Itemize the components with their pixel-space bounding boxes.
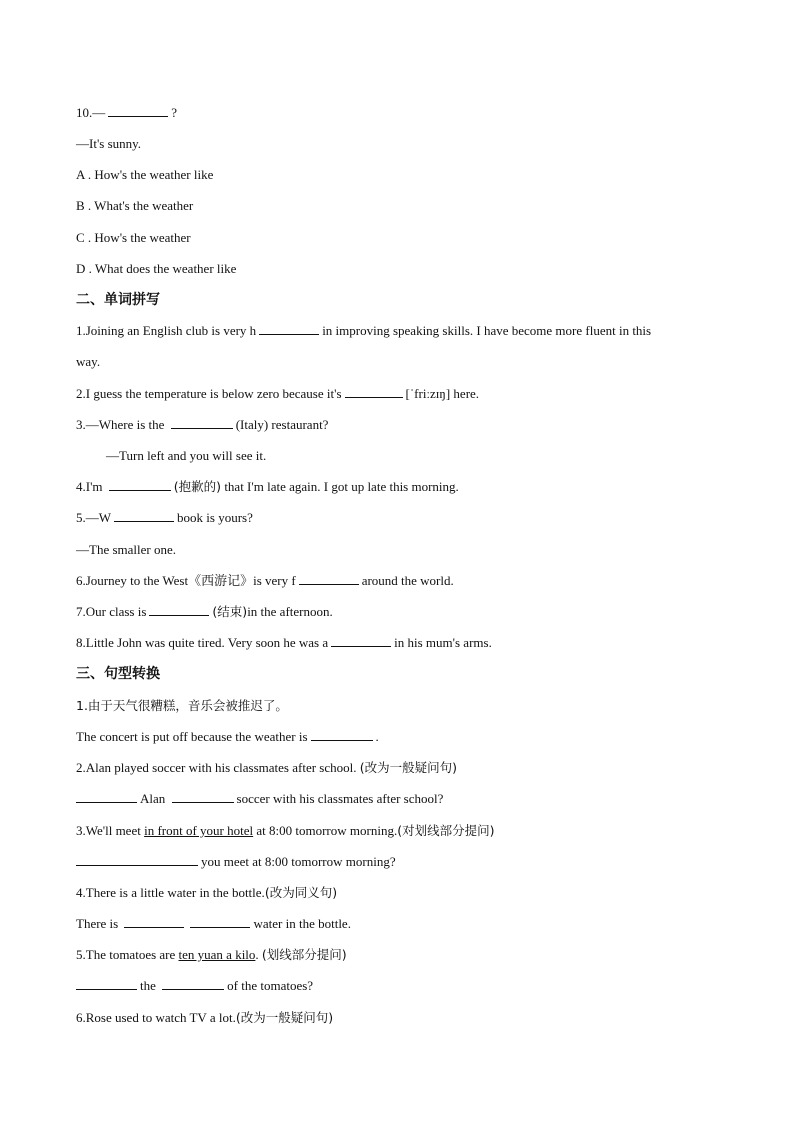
s3-item-3 [76,822,494,840]
s3-item-5-answer [76,977,313,995]
answer-blank[interactable] [259,322,319,335]
section2-title: 二、单词拼写 [76,292,160,308]
item-text: 7.Our class is [76,604,147,619]
item-text: that I'm late again. I got up late this morning. [221,479,459,494]
item-text: 5.—W [76,510,112,525]
item-text: of the tomatoes? [227,978,314,993]
q10-prefix: 10.— [76,105,106,120]
s2-item-8 [76,634,492,652]
item-text: water in the bottle. [253,916,351,931]
s2-item-5 [76,509,253,527]
item-text: 3.We'll meet [76,823,145,838]
instruction-hint: (改为同义句) [264,885,338,900]
item-text: in the afternoon. [247,604,333,619]
answer-blank[interactable] [109,478,171,491]
item-text: . [255,947,262,962]
q10-stem [76,104,177,122]
item-text: 3.—Where is the [76,417,168,432]
s3-item-2-answer [76,790,443,808]
instruction-hint: (划线部分提问) [261,947,347,962]
item-text: at 8:00 tomorrow morning. [253,823,398,838]
s3-item-6 [76,1009,333,1027]
item-text: around the world. [361,573,454,588]
item-text: 2.Alan played soccer with his classmates after school. [76,760,360,775]
answer-blank[interactable] [76,977,137,990]
item-text: 5.The tomatoes are [76,947,179,962]
underlined-phrase: ten yuan a kilo [178,947,256,962]
answer-blank[interactable] [114,509,174,522]
item-text: in his mum's arms. [394,635,492,650]
chinese-hint: (抱歉的) [173,479,222,494]
s2-item-4 [76,478,459,496]
item-text: book is yours? [177,510,253,525]
s2-item-5-reply: —The smaller one. [76,542,176,557]
instruction-hint: (对划线部分提问) [397,823,495,838]
s3-item-4-answer [76,915,351,933]
s3-item-2 [76,759,457,777]
answer-blank[interactable] [76,853,198,866]
item-text: 8.Little John was quite tired. Very soon he was a [76,635,329,650]
item-text: 2.I guess the temperature is below zero because it's [76,386,342,401]
q10-option-b[interactable]: B . What's the weather [76,198,194,213]
s2-item-3-reply: —Turn left and you will see it. [106,448,267,463]
answer-blank[interactable] [299,572,359,585]
answer-blank[interactable] [345,385,403,398]
item-text: Alan [140,791,169,806]
s3-item-3-answer [76,853,396,871]
q10-option-a[interactable]: A . How's the weather like [76,167,214,182]
answer-blank[interactable] [311,728,373,741]
item-text: 1.Joining an English club is very h [76,323,257,338]
item-text: There is [76,916,122,931]
instruction-hint: (改为一般疑问句) [359,760,458,775]
item-text: The concert is put off because the weather is [76,729,308,744]
answer-blank[interactable] [172,790,234,803]
item-text: 4.There is a little water in the bottle. [76,885,265,900]
answer-blank[interactable] [162,977,224,990]
s3-item-4 [76,884,337,902]
q10-option-c[interactable]: C . How's the weather [76,230,191,245]
s2-item-6 [76,572,454,590]
item-text: you meet at 8:00 tomorrow morning? [201,854,396,869]
s2-item-2 [76,385,479,403]
answer-blank[interactable] [76,790,137,803]
s2-item-7 [76,603,333,621]
item-text: 6.Rose used to watch TV a lot. [76,1010,236,1025]
q10-option-d[interactable]: D . What does the weather like [76,261,237,276]
section3-title: 三、句型转换 [76,666,160,682]
underlined-phrase: in front of your hotel [144,823,254,838]
answer-blank[interactable] [171,416,233,429]
item-text: in improving speaking skills. I have become more fluent in this [322,323,652,338]
s3-item-1-answer [76,728,379,746]
q10-suffix: ? [171,105,178,120]
answer-blank[interactable] [331,634,391,647]
s3-item-5 [76,946,347,964]
chinese-hint: (结束) [212,604,248,619]
q10-answer: —It's sunny. [76,136,142,151]
answer-blank[interactable] [108,104,168,117]
answer-blank[interactable] [124,915,184,928]
item-text: 6.Journey to the West《西游记》is very f [76,573,296,588]
s2-item-1 [76,322,651,340]
s3-item-1: 1.由于天气很糟糕，音乐会被推迟了。 [76,698,288,713]
item-text: the [140,978,160,993]
item-text: 4.I'm [76,479,106,494]
item-text: . [375,729,379,744]
s2-item-1-cont: way. [76,354,101,369]
item-text: soccer with his classmates after school? [236,791,444,806]
phonetic-hint: [ˈfriːzɪŋ] here. [405,386,480,401]
s2-item-3 [76,416,328,434]
answer-blank[interactable] [190,915,250,928]
answer-blank[interactable] [149,603,209,616]
item-text: (Italy) restaurant? [235,417,329,432]
instruction-hint: (改为一般疑问句) [235,1010,334,1025]
